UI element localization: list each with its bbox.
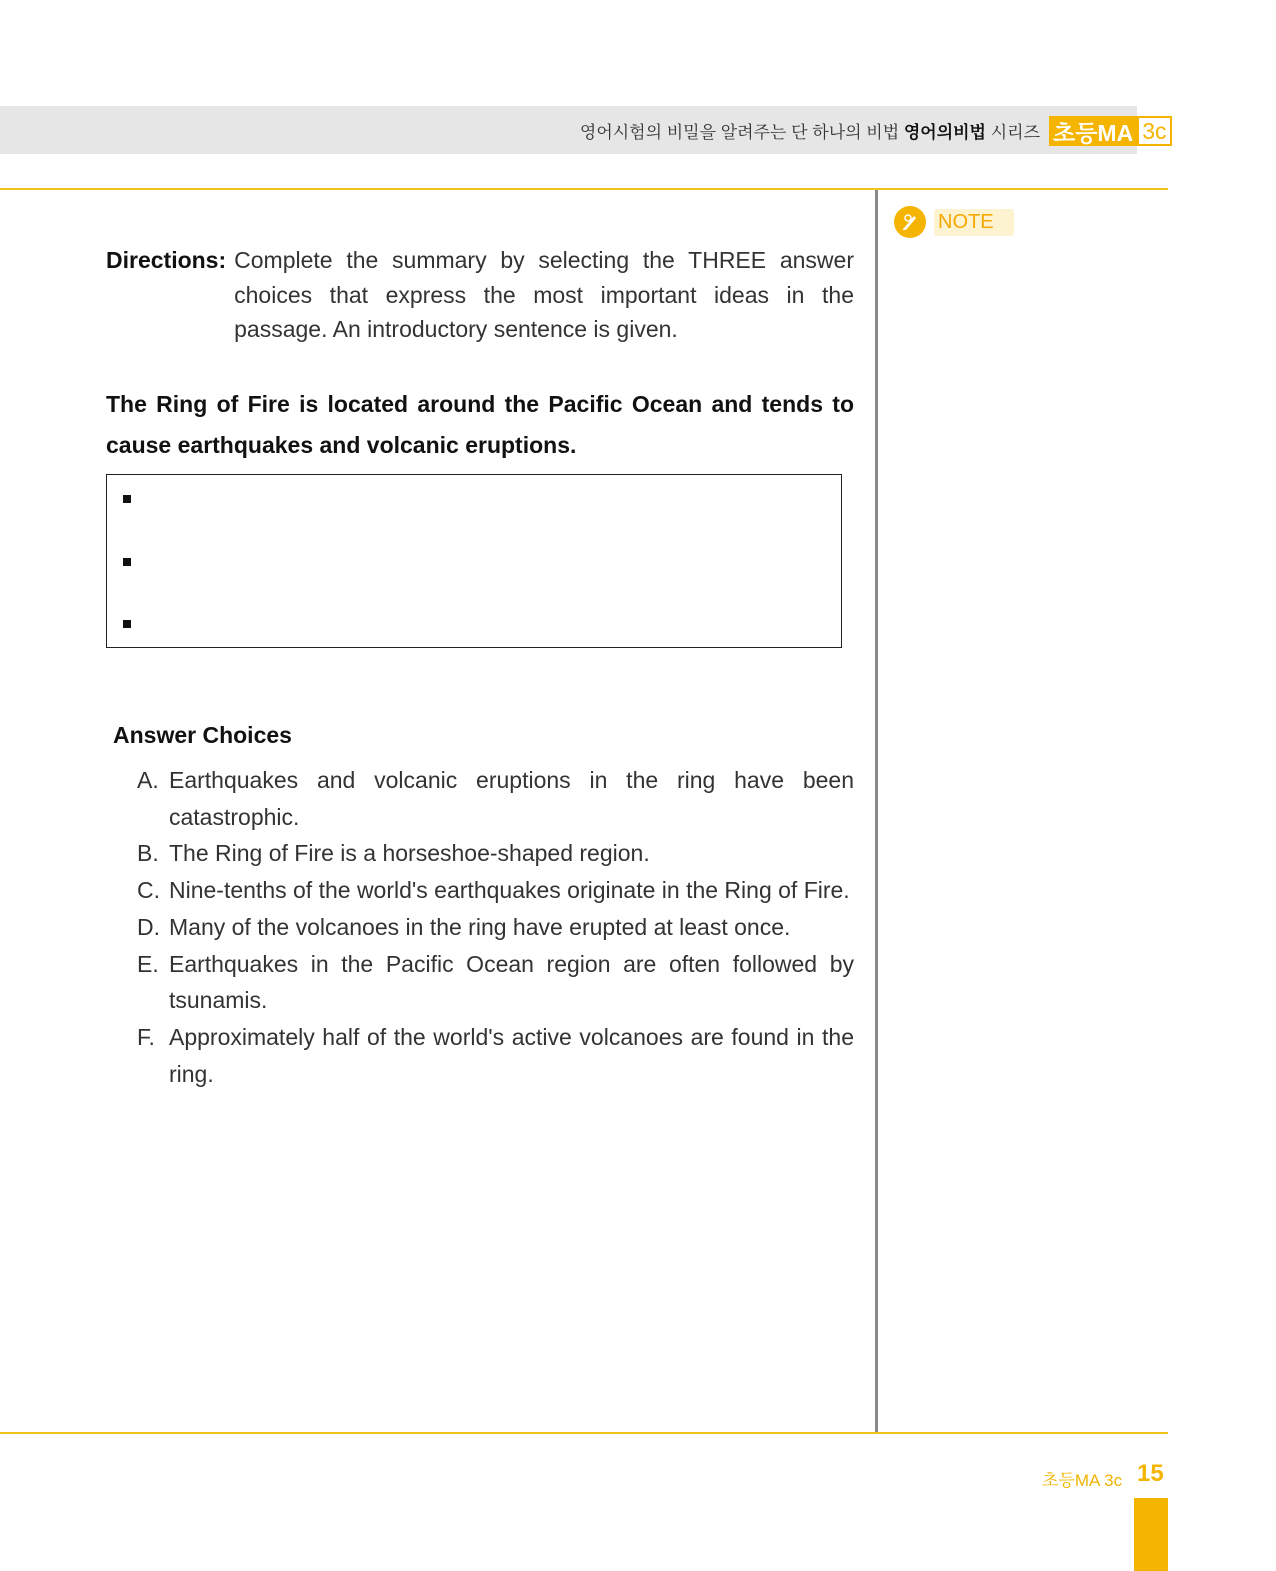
bottom-divider <box>0 1432 1168 1434</box>
tagline-text: 영어시험의 비밀을 알려주는 단 하나의 비법 <box>579 123 900 142</box>
answer-choice[interactable] <box>137 909 854 946</box>
directions <box>106 243 854 347</box>
answer-choice[interactable] <box>137 872 854 909</box>
answer-choices-list <box>137 762 854 1092</box>
footer-brand: 초등MA 3c <box>1042 1471 1123 1490</box>
choice-letter: F. <box>137 1023 155 1050</box>
brand-badge <box>1049 116 1169 146</box>
brand-main: 초등MA <box>1049 116 1137 146</box>
answer-choice[interactable] <box>137 762 854 835</box>
answer-choices-title: Answer Choices <box>113 722 292 748</box>
choice-letter: B. <box>137 840 159 867</box>
brand-level: 3c <box>1137 116 1171 146</box>
bullet-icon <box>123 558 131 566</box>
directions-label: Directions: <box>106 247 227 273</box>
choice-text: Many of the volcanoes in the ring have erupted at least once. <box>169 913 791 940</box>
choice-text: The Ring of Fire is a horseshoe-shaped region. <box>169 840 650 867</box>
note-label: NOTE <box>934 209 1014 236</box>
choice-letter: A. <box>137 767 159 793</box>
choice-letter: C. <box>137 877 160 904</box>
page-number: 15 <box>1137 1460 1164 1487</box>
choice-text: Earthquakes in the Pacific Ocean region are often followed by tsunamis. <box>169 950 854 1014</box>
choice-text: Earthquakes and volcanic eruptions in the ring have been catastrophic. <box>169 767 854 830</box>
directions-text: Complete the summary by selecting the THREE answer choices that express the most important ideas in the passage. An introductory sentence is given. <box>234 247 854 342</box>
answer-choice[interactable] <box>137 1019 854 1092</box>
top-divider <box>0 188 1168 190</box>
answer-choice[interactable] <box>137 946 854 1019</box>
page-edge-tab <box>1134 1498 1168 1571</box>
series-suffix: 시리즈 <box>990 123 1040 142</box>
bullet-icon <box>123 495 131 503</box>
answer-choice[interactable] <box>137 835 854 872</box>
choice-letter: E. <box>137 950 159 977</box>
header-tagline <box>580 118 1040 143</box>
bullet-icon <box>123 620 131 628</box>
column-divider <box>875 190 878 1433</box>
pen-hand-icon <box>894 206 926 238</box>
intro-sentence: The Ring of Fire is located around the Pacific Ocean and tends to cause earthquakes and volcanic eruptions. <box>106 391 854 458</box>
choice-text: Nine-tenths of the world's earthquakes originate in the Ring of Fire. <box>169 877 850 904</box>
series-name: 영어의비법 <box>903 123 986 142</box>
note-header <box>894 206 1014 238</box>
choice-text: Approximately half of the world's active volcanoes are found in the ring. <box>169 1023 854 1087</box>
choice-letter: D. <box>137 913 160 940</box>
summary-answer-box[interactable] <box>106 474 842 648</box>
